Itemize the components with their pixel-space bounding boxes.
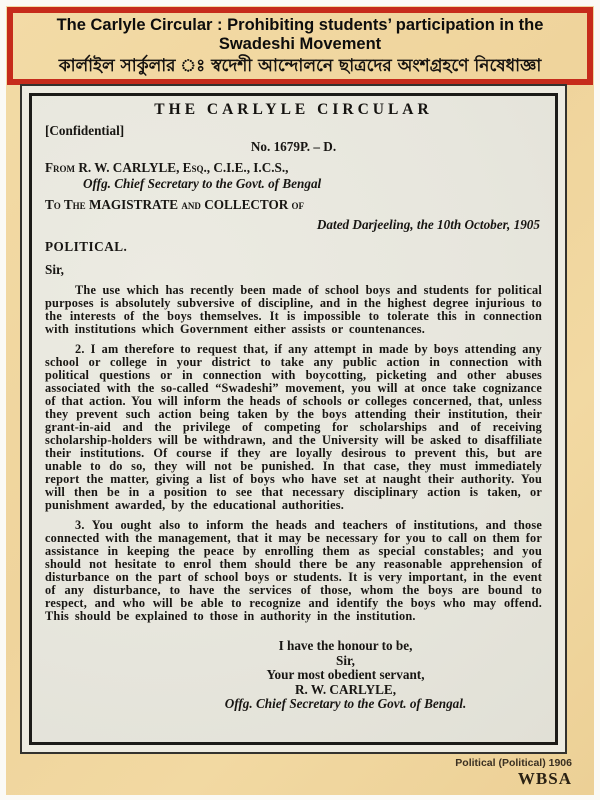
paragraph-2: 2. I am therefore to request that, if any attempt in made by boys attending any school or college in your district to take any public action in connection with political questions or in connection with boycotting, picketing and other abuses associated with the so-called “Swadeshi” movement, you will at once take cognizance of that action. You will inform the heads of schools or colleges concerned, that, unless they prevent such action being taken by the boys attending their institution, their grant-in-aid and the privilege of competing for scholarships and of receiving scholarship-holders will be withdrawn, and the University will be asked to disaffiliate their institutions. Of course if they are loyally desirous to prevent this, but are unable to do so, they will not be punished. In that case, they must immediately report the matter, giving a list of boys who have set at naught their authority. You will then be in a position to see that necessary disciplinary action is taken, or punishment awarded, by the educational authorities. [45, 342, 542, 512]
archive-footer [455, 757, 572, 788]
circular-number: No. 1679P. – D. [250, 139, 337, 154]
circular-document [20, 84, 567, 754]
paragraph-1: The use which has recently been made of school boys and students for political purposes is absolutely subversive of discipline, and in the highest degree injurious to the interests of the boys themselves. It is impossible to tolerate this in connection with institutions which Government either assists or countenances. [45, 283, 542, 336]
page-title-line1: The Carlyle Circular : Prohibiting students’ participation in the [56, 16, 544, 34]
salutation: Sir, [45, 262, 64, 277]
page-title-line2: Swadeshi Movement [218, 35, 382, 53]
archive-reference: Political (Political) 1906 [455, 757, 572, 769]
from-line: From R. W. CARLYLE, Esq., C.I.E., I.C.S., [45, 160, 289, 175]
circular-paper [29, 93, 558, 745]
closing-signature: R. W. CARLYLE, [294, 681, 396, 697]
to-line: To The MAGISTRATE and COLLECTOR of [45, 197, 305, 212]
from-title: Offg. Chief Secretary to the Govt. of Bengal [83, 176, 322, 191]
closing-signature-title: Offg. Chief Secretary to the Govt. of Bengal. [224, 696, 467, 711]
header-frame [7, 7, 593, 85]
department-label: POLITICAL. [45, 239, 128, 254]
archive-name: WBSA [517, 769, 572, 788]
page-title-english [13, 16, 587, 54]
dateline: Dated Darjeeling, the 10th October, 1905 [316, 217, 540, 232]
closing-line-1: I have the honour to be, [278, 638, 413, 653]
document-heading: THE CARLYLE CIRCULAR [154, 101, 433, 118]
closing-block [225, 639, 467, 712]
page-title-bengali: কার্লাইল সার্কুলার ঃ স্বদেশী আন্দোলনে ছাত্রদের অংশগ্রহণে নিষেধাজ্ঞা [58, 56, 542, 76]
closing-line-2: Sir, [336, 652, 355, 668]
closing-line-3: Your most obedient servant, [266, 667, 425, 682]
confidential-label: [Confidential] [45, 123, 125, 138]
paragraph-3: 3. You ought also to inform the heads and teachers of institutions, and those connected with the management, that it may be necessary for you to call on them for assistance in keeping the peace by enrolling them as special constables; and you should not hesitate to enrol them should there be any reasonable apprehension of disturbance on the part of school boys or students. It is very important, in the event of any disturbance, to have the services of those, whom the boys are bound to respect, and who will be able to recognize and identify the boys who may offend. This should be explained to those in authority in the institution. [45, 518, 542, 623]
